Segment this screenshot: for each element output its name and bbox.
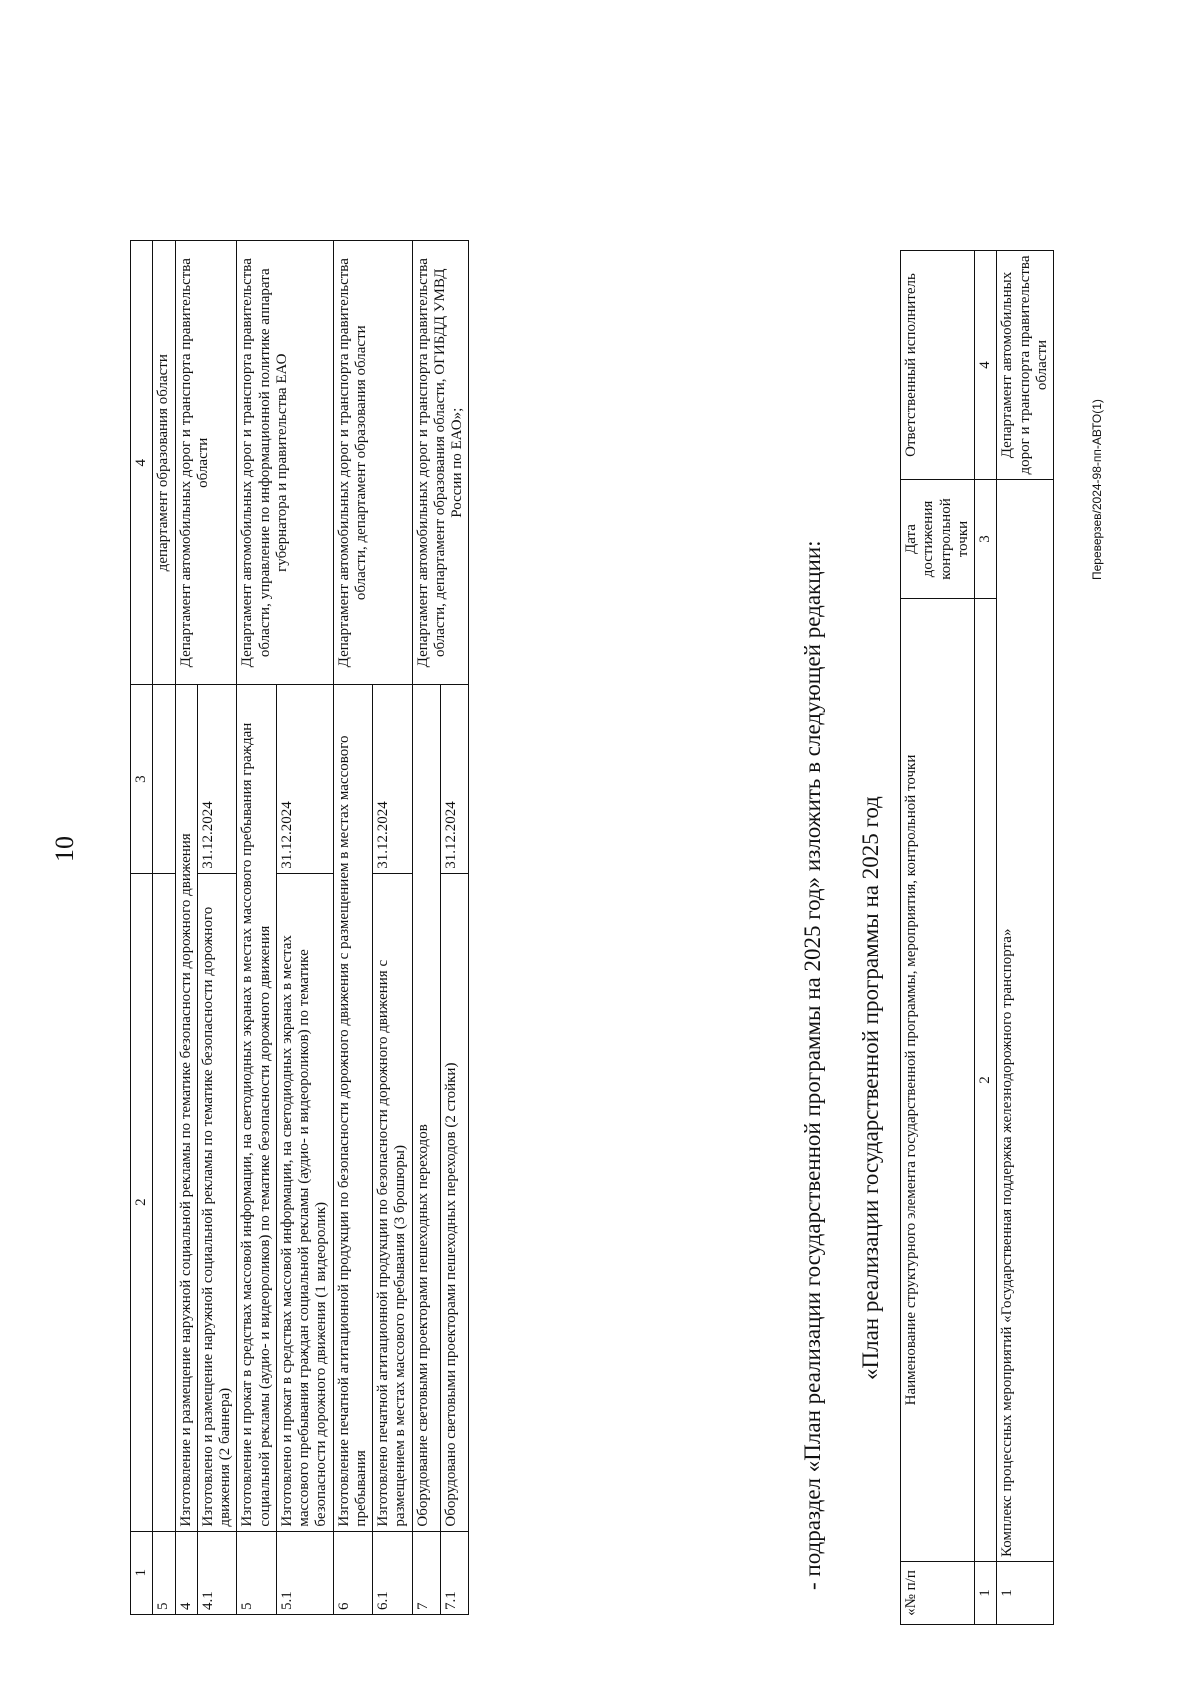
- row-date: 31.12.2024: [440, 685, 468, 873]
- plan-title: «План реализации государственной программы на 2025 год: [858, 796, 883, 1380]
- row-name: [153, 873, 175, 1531]
- header-col-3: 3: [131, 685, 153, 873]
- table-row: [997, 251, 1054, 1625]
- col-number-3: 3: [975, 480, 997, 599]
- header-col-4: 4: [131, 241, 153, 685]
- row-responsible: Департамент автомобильных дорог и транспорта правительства области, департамент образования области: [333, 241, 412, 685]
- table-row: [175, 241, 197, 1615]
- row-name: Оборудование световыми проекторами пешеходных переходов: [412, 685, 440, 1531]
- row-number: 7.1: [440, 1531, 468, 1614]
- document-footer: Переверзев/2024-98-пп-АВТО(1): [1090, 399, 1104, 580]
- table-header-row: [131, 241, 153, 1615]
- row-number: 1: [997, 1562, 1054, 1625]
- row-number: 5: [237, 1531, 277, 1614]
- table-header-row: [901, 251, 975, 1625]
- row-number: 4: [175, 1531, 197, 1614]
- col-number-2: 2: [975, 599, 997, 1562]
- row-name: Оборудовано световыми проекторами пешеходных переходов (2 стойки): [440, 873, 468, 1531]
- header-responsible: Ответственный исполнитель: [901, 251, 975, 480]
- table-plan-2025: [900, 250, 1054, 1625]
- row-date: 31.12.2024: [373, 685, 413, 873]
- subsection-instruction: - подраздел «План реализации государственной программы на 2025 год» изложить в следующей редакции:: [800, 540, 825, 1590]
- row-number: 7: [412, 1531, 440, 1614]
- header-name: Наименование структурного элемента государственной программы, мероприятия, контрольной точки: [901, 599, 975, 1562]
- row-responsible: Департамент автомобильных дорог и транспорта правительства области: [997, 251, 1054, 480]
- table-plan-2024: [130, 240, 469, 1615]
- header-date: Дата достижения контрольной точки: [901, 480, 975, 599]
- row-name: Комплекс процессных мероприятий «Государственная поддержка железнодорожного транспорта»: [997, 480, 1054, 1562]
- rotated-page-content: [20, 120, 1130, 1680]
- row-name: Изготовлено и прокат в средствах массовой информации, на светодиодных экранах в местах массового пребывания граждан социальной рекламы (аудио- и видеороликов) по тематике безопасности дорожного движения (1 видеоролик): [276, 873, 333, 1531]
- table-row: [237, 241, 277, 1615]
- row-date: 31.12.2024: [276, 685, 333, 873]
- row-number: 4.1: [197, 1531, 237, 1614]
- row-name: Изготовление печатной агитационной продукции по безопасности дорожного движения с размещением в местах массового пребывания: [333, 685, 373, 1531]
- table-row: [412, 241, 440, 1615]
- row-name: Изготовление и размещение наружной социальной рекламы по тематике безопасности дорожного движения: [175, 685, 197, 1531]
- row-number: 5: [153, 1531, 175, 1614]
- col-number-4: 4: [975, 251, 997, 480]
- row-name: Изготовление и прокат в средствах массовой информации, на светодиодных экранах в местах массового пребывания граждан социальной рекламы (аудио- и видеороликов) по тематике безопасности дорожного движения: [237, 685, 277, 1531]
- table-row: [153, 241, 175, 1615]
- row-responsible: Департамент автомобильных дорог и транспорта правительства области, управление по информационной политике аппарата губернатора и правительства ЕАО: [237, 241, 333, 685]
- header-col-2: 2: [131, 873, 153, 1531]
- row-number: 5.1: [276, 1531, 333, 1614]
- row-number: 6.1: [373, 1531, 413, 1614]
- row-responsible: департамент образования области: [153, 241, 175, 685]
- col-number-1: 1: [975, 1562, 997, 1625]
- header-col-1: 1: [131, 1531, 153, 1614]
- row-name: Изготовлено печатной агитационной продукции по безопасности дорожного движения с размещением в местах массового пребывания (3 брошюры): [373, 873, 413, 1531]
- row-responsible: Департамент автомобильных дорог и транспорта правительства области, департамент образования области, ОГИБДД УМВД России по ЕАО»;: [412, 241, 469, 685]
- header-number: «№ п/п: [901, 1562, 975, 1625]
- page-number: 10: [50, 835, 79, 862]
- row-date: 31.12.2024: [197, 685, 237, 873]
- row-number: 6: [333, 1531, 373, 1614]
- row-name: Изготовлено и размещение наружной социальной рекламы по тематике безопасности дорожного движения (2 баннера): [197, 873, 237, 1531]
- row-responsible: Департамент автомобильных дорог и транспорта правительства области: [175, 241, 237, 685]
- table-number-row: [975, 251, 997, 1625]
- row-date: [153, 685, 175, 873]
- table-row: [333, 241, 373, 1615]
